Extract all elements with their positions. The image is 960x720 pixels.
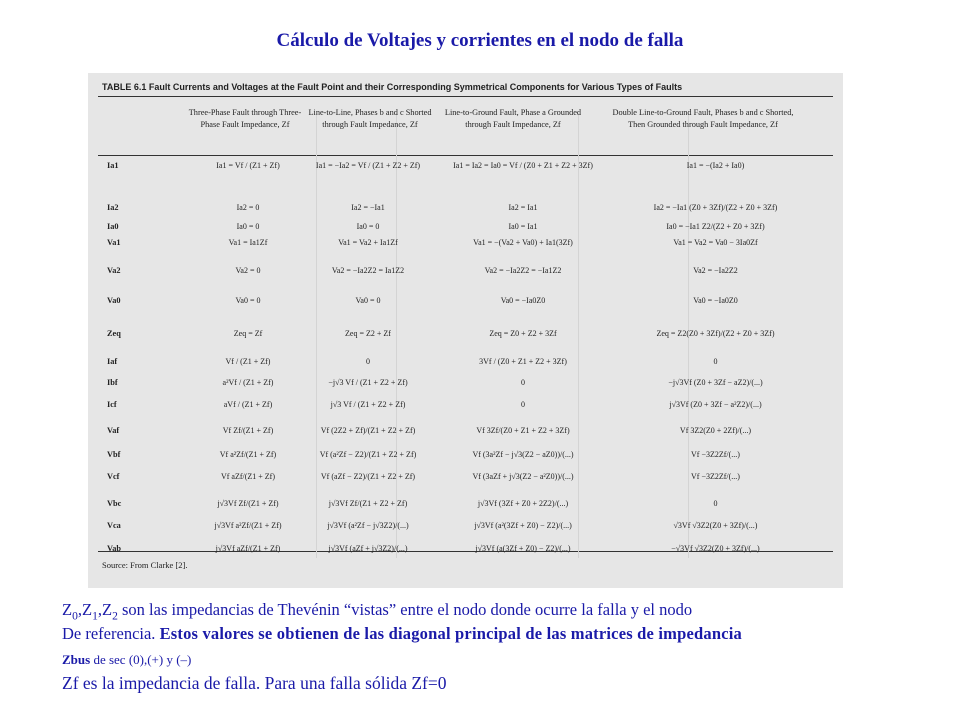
zbus-description: Zbus de sec (0),(+) y (–) bbox=[62, 652, 192, 667]
table-cell: Ia0 = 0 bbox=[236, 222, 260, 231]
row-label: Ia1 bbox=[107, 161, 119, 170]
row-label: Zeq bbox=[107, 329, 121, 338]
column-header-line-to-ground: Line-to-Ground Fault, Phase a Grounded through Fault Impedance, Zf bbox=[444, 108, 582, 129]
row-label: Vbc bbox=[107, 499, 122, 508]
table-cell: Zeq = Zf bbox=[233, 329, 263, 338]
table-cell: Va0 = −Ia0Z0 bbox=[693, 296, 738, 305]
table-cell: Ia0 = −Ia1 Z2/(Z2 + Z0 + 3Zf) bbox=[666, 222, 765, 231]
table-cell: Vf Zf/(Z1 + Zf) bbox=[222, 426, 274, 435]
table-cell: Zeq = Z2(Z0 + 3Zf)/(Z2 + Z0 + 3Zf) bbox=[656, 329, 775, 338]
column-header-line-to-line: Line-to-Line, Phases b and c Shorted through Fault Impedance, Zf bbox=[308, 108, 432, 129]
row-label: Vca bbox=[107, 521, 121, 530]
table-cell: j√3Vf (a(3Zf + Z0) − Z2)/(...) bbox=[475, 544, 571, 553]
table-top-rule bbox=[98, 96, 833, 97]
fault-table-image bbox=[88, 73, 843, 588]
row-label: Ia2 bbox=[107, 203, 119, 212]
table-cell: Ia1 = Ia2 = Ia0 = Vf / (Z0 + Z1 + Z2 + 3Zf) bbox=[453, 161, 593, 170]
table-cell: Zeq = Z2 + Zf bbox=[345, 329, 391, 338]
table-cell: Va0 = 0 bbox=[355, 296, 381, 305]
row-label: Vaf bbox=[107, 426, 120, 435]
table-cell: 0 bbox=[521, 400, 525, 409]
reference-description: De referencia. Estos valores se obtienen de las diagonal principal de las matrices de impedancia bbox=[62, 624, 742, 643]
table-cell: Ia2 = −Ia1 bbox=[351, 203, 385, 212]
table-cell: 3Vf / (Z0 + Z1 + Z2 + 3Zf) bbox=[479, 357, 567, 366]
table-cell: Ia1 = −(Ia2 + Ia0) bbox=[686, 161, 745, 170]
table-cell: Vf (3a²Zf − j√3(Z2 − aZ0))/(...) bbox=[472, 450, 574, 459]
column-header-three-phase: Three-Phase Fault through Three-Phase Fault Impedance, Zf bbox=[188, 108, 302, 129]
table-cell: Vf a²Zf/(Z1 + Zf) bbox=[219, 450, 277, 459]
table-cell: −√3Vf √3Z2(Z0 + 3Zf)/(...) bbox=[671, 544, 760, 553]
table-cell: j√3Vf (aZf + j√3Z2)/(...) bbox=[328, 544, 408, 553]
row-label: Iaf bbox=[107, 357, 118, 366]
row-label: Ibf bbox=[107, 378, 118, 387]
table-cell: 0 bbox=[713, 499, 718, 508]
row-label: Vbf bbox=[107, 450, 121, 459]
table-cell: j√3Vf a²Zf/(Z1 + Zf) bbox=[214, 521, 282, 530]
table-cell: j√3Vf (3Zf + Z0 + 2Z2)/(...) bbox=[477, 499, 569, 508]
table-cell: −j√3 Vf / (Z1 + Z2 + Zf) bbox=[328, 378, 408, 387]
table-cell: j√3Vf Zf/(Z1 + Z2 + Zf) bbox=[328, 499, 408, 508]
table-cell: Vf −3Z2Zf/(...) bbox=[691, 472, 740, 481]
table-cell: Va2 = 0 bbox=[235, 266, 261, 275]
table-header-rule bbox=[98, 155, 833, 156]
row-label: Icf bbox=[107, 400, 117, 409]
slide-title: Cálculo de Voltajes y corrientes en el nodo de falla bbox=[276, 30, 684, 51]
table-cell: Ia1 = Vf / (Z1 + Zf) bbox=[216, 161, 280, 170]
table-cell: j√3Vf (a²(3Zf + Z0) − Z2)/(...) bbox=[474, 521, 572, 530]
table-cell: aVf / (Z1 + Zf) bbox=[223, 400, 273, 409]
table-cell: j√3Vf (a²Zf − j√3Z2)/(...) bbox=[327, 521, 409, 530]
table-cell: Vf 3Zf/(Z0 + Z1 + Z2 + 3Zf) bbox=[476, 426, 570, 435]
table-title: TABLE 6.1 Fault Currents and Voltages at the Fault Point and their Corresponding Symmetrical Components for Various Types of Faults bbox=[102, 82, 683, 92]
row-label: Vab bbox=[107, 544, 121, 553]
table-cell: a²Vf / (Z1 + Zf) bbox=[222, 378, 274, 387]
table-cell: j√3Vf Zf/(Z1 + Zf) bbox=[217, 499, 279, 508]
table-cell: Va2 = −Ia2Z2 = Ia1Z2 bbox=[331, 266, 405, 275]
row-label: Vcf bbox=[107, 472, 120, 481]
table-cell: Va2 = −Ia2Z2 bbox=[693, 266, 738, 275]
table-cell: Vf −3Z2Zf/(...) bbox=[691, 450, 740, 459]
table-cell: Zeq = Z0 + Z2 + 3Zf bbox=[489, 329, 557, 338]
table-cell: j√3Vf (Z0 + 3Zf − a²Z2)/(...) bbox=[669, 400, 762, 409]
table-cell: Va0 = −Ia0Z0 bbox=[500, 296, 546, 305]
table-cell: √3Vf √3Z2(Z0 + 3Zf)/(...) bbox=[673, 521, 758, 530]
table-cell: 0 bbox=[713, 357, 718, 366]
table-source: Source: From Clarke [2]. bbox=[102, 560, 188, 570]
table-cell: Va0 = 0 bbox=[235, 296, 261, 305]
row-label: Ia0 bbox=[107, 222, 119, 231]
row-label: Va2 bbox=[107, 266, 121, 275]
table-cell: Vf (2Z2 + Zf)/(Z1 + Z2 + Zf) bbox=[320, 426, 416, 435]
table-cell: Va1 = Va2 + Ia1Zf bbox=[338, 238, 398, 247]
table-cell: Ia2 = Ia1 bbox=[508, 203, 538, 212]
table-cell: Ia2 = −Ia1 (Z0 + 3Zf)/(Z2 + Z0 + 3Zf) bbox=[653, 203, 778, 212]
table-cell: Vf 3Z2(Z0 + 2Zf)/(...) bbox=[679, 426, 752, 435]
table-cell: Ia1 = −Ia2 = Vf / (Z1 + Z2 + Zf) bbox=[315, 161, 421, 170]
table-cell: Va2 = −Ia2Z2 = −Ia1Z2 bbox=[484, 266, 562, 275]
row-label: Va0 bbox=[107, 296, 121, 305]
table-cell: j√3 Vf / (Z1 + Z2 + Zf) bbox=[330, 400, 406, 409]
table-cell: 0 bbox=[521, 378, 525, 387]
table-cell: Vf aZf/(Z1 + Zf) bbox=[220, 472, 276, 481]
table-cell: Va1 = Va2 = Va0 − 3Ia0Zf bbox=[673, 238, 758, 247]
table-cell: Vf (a²Zf − Z2)/(Z1 + Z2 + Zf) bbox=[319, 450, 417, 459]
table-cell: Vf (3aZf + j√3(Z2 − a²Z0))/(...) bbox=[472, 472, 574, 481]
fault-impedance-note: Zf es la impedancia de falla. Para una falla sólida Zf=0 bbox=[62, 673, 447, 693]
table-cell: Ia2 = 0 bbox=[236, 203, 260, 212]
table-cell: Va1 = −(Va2 + Va0) + Ia1(3Zf) bbox=[473, 238, 573, 247]
table-cell: Ia0 = Ia1 bbox=[508, 222, 538, 231]
table-cell: 0 bbox=[366, 357, 370, 366]
table-cell: j√3Vf aZf/(Z1 + Zf) bbox=[215, 544, 281, 553]
column-header-double-line-to-ground: Double Line-to-Ground Fault, Phases b and c Shorted, Then Grounded through Fault Impedance, Zf bbox=[612, 108, 794, 129]
table-cell: Vf / (Z1 + Zf) bbox=[225, 357, 271, 366]
table-cell: Vf (aZf − Z2)/(Z1 + Z2 + Zf) bbox=[320, 472, 416, 481]
table-cell: Va1 = Ia1Zf bbox=[228, 238, 268, 247]
impedance-description: $Z_0,Z_1,Z_2$ son las impedancias de Thevénin “vistas” entre el nodo donde ocurre la falla y el nodo bbox=[62, 600, 693, 623]
table-cell: Ia0 = 0 bbox=[356, 222, 380, 231]
row-label: Va1 bbox=[107, 238, 121, 247]
table-cell: −j√3Vf (Z0 + 3Zf − aZ2)/(...) bbox=[668, 378, 763, 387]
